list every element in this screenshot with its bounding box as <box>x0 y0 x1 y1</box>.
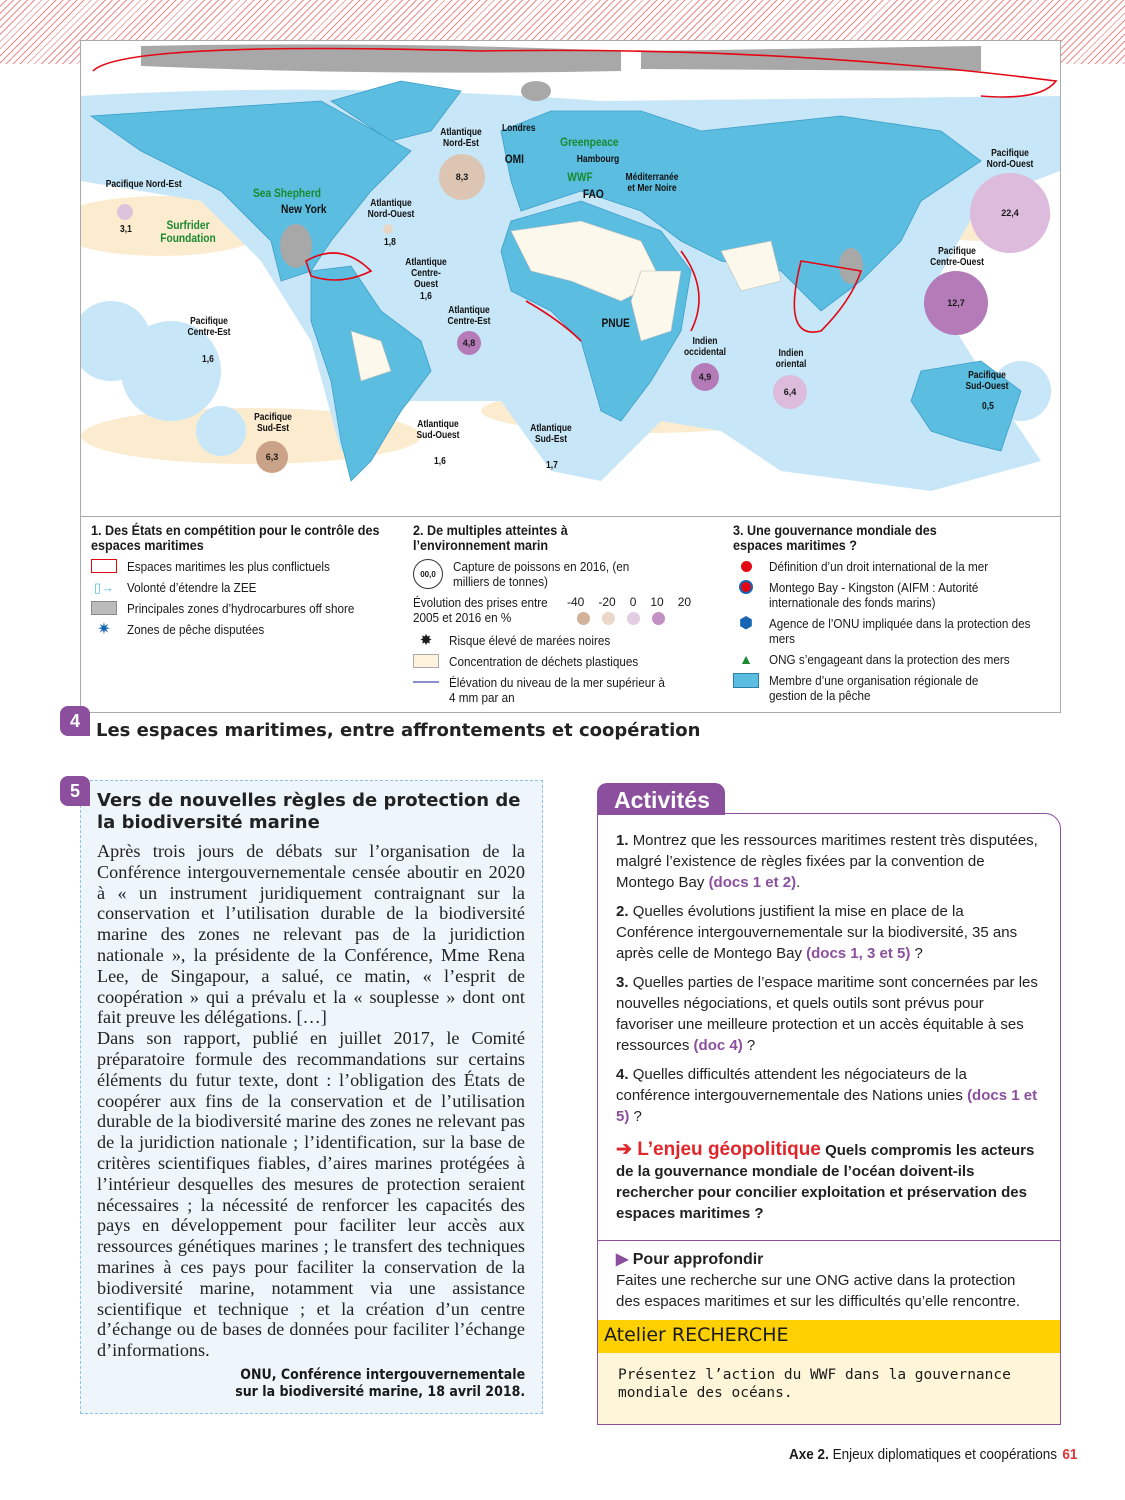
legend-title-3: 3. Une gouvernance mondiale des espaces maritimes ? <box>733 522 937 553</box>
label-atl-co: Atlantique Centre-Ouest <box>405 257 447 290</box>
label-ind-occ: Indien occidental <box>683 336 727 358</box>
bubble-ind-occ <box>691 363 719 391</box>
value-pac-so: 0,5 <box>982 401 994 412</box>
map-legend <box>81 516 1060 713</box>
evolution-scale <box>577 612 665 625</box>
source-line: ONU, Conférence intergouvernementale <box>240 1366 526 1383</box>
legend-col-2 <box>413 523 699 711</box>
label-pac-co: Pacifique Centre-Ouest <box>930 246 984 268</box>
questions-list <box>598 814 1060 1240</box>
question-2: 2. Quelles évolutions justifient la mise en place de la Conférence intergouvernementale sur la biodiversité, 35 ans après celle de Montego Bay (docs 1, 3 et 5) ? <box>616 903 1018 962</box>
red-dot-icon <box>741 561 752 572</box>
footer-title: Enjeux diplomatiques et coopérations <box>832 1446 1057 1463</box>
bubble-pac-no <box>970 173 1050 253</box>
label-greenpeace: Greenpeace <box>560 135 619 149</box>
bubble-atl-ne <box>439 154 485 200</box>
label-atl-se: Atlantique Sud-Est <box>530 423 572 445</box>
legend-title-1: 1. Des États en compétition pour le contrôle des espaces maritimes <box>91 522 380 553</box>
bubble-pac-se <box>256 441 288 473</box>
map-caption: Les espaces maritimes, entre affrontements et coopération <box>96 720 701 741</box>
label-wwf: WWF <box>567 170 593 184</box>
triangle-icon: ▲ <box>739 650 753 667</box>
label-pac-ce: Pacifique Centre-Est <box>187 316 231 338</box>
paragraph: Dans son rapport, publié en juillet 2017, le Comité préparatoire formule des recommandations sur certains éléments du futur texte, dont : l’obligation des États de coopérer aux fins de la conservation et de l’utilisation durable de la biodiversité marine des zones ne relevant pas de la juridiction nationale ; l’identification, sur la base de critères scientifiques fiables, d’aires marines protégées à l’intérieur desquelles des mesures de protection seraient nécessaires ; la nécessité de renforcer les capacités des pays en développement pour faciliter leur accès aux ressources génétiques marines ; le transfert des techniques marines à ces pays pour faciliter la conservation de la biodiversité marine, notamment via une assistance scientifique et technique ; et la création d’un centre d’échange ou de bases de données pour faciliter l’échange d’informations. <box>97 1028 525 1361</box>
value-atl-co: 1,6 <box>420 291 432 302</box>
page-footer <box>789 1446 1077 1463</box>
label-atl-no: Atlantique Nord-Ouest <box>367 198 415 220</box>
star-burst-icon: ✷ <box>97 620 111 638</box>
hexagon-icon: ⬢ <box>739 614 753 632</box>
doc5-source <box>235 1367 525 1401</box>
enjeu-geopolitique <box>616 1139 1041 1224</box>
legend-item: Capture de poissons en 2016, (en milliers de tonnes) <box>453 559 630 589</box>
legend-item: Membre d’une organisation régionale de gestion de la pêche <box>769 673 979 703</box>
value: 4,8 <box>462 338 476 348</box>
sea-level-line <box>413 681 439 683</box>
legend-item: Élévation du niveau de la mer supérieur à 4 mm par an <box>449 675 665 705</box>
footer-axe: Axe 2. <box>788 1446 829 1463</box>
legend-item: Espaces maritimes les plus conflictuels <box>127 559 330 574</box>
montego-icon <box>739 580 753 594</box>
doc-number-badge: 5 <box>60 776 90 806</box>
bubble-pac-co <box>924 271 988 335</box>
hydrocarbon-swatch <box>91 601 117 615</box>
label-pnue: PNUE <box>601 316 630 330</box>
legend-item: Montego Bay - Kingston (AIFM : Autorité internationale des fonds marins) <box>769 580 979 610</box>
legend-item: Concentration de déchets plastiques <box>449 654 639 669</box>
bubble-atl-no <box>383 224 393 234</box>
arrow-right-icon: ▯→ <box>93 579 115 595</box>
scale-tick: 20 <box>677 595 692 609</box>
member-swatch <box>733 673 759 688</box>
doc-number-badge: 4 <box>60 706 90 736</box>
label-sea-shepherd: Sea Shepherd <box>253 186 322 200</box>
activities-box <box>597 813 1061 1425</box>
label-pac-se: Pacifique Sud-Est <box>254 412 292 434</box>
play-icon: ▶ <box>616 1251 633 1268</box>
value: 8,3 <box>455 172 469 182</box>
map-figure <box>80 40 1061 713</box>
activities-tab: Activités <box>597 783 725 815</box>
legend-item: Définition d’un droit international de la mer <box>769 559 989 574</box>
scale-tick: 10 <box>650 595 664 609</box>
paragraph: Après trois jours de débats sur l’organisation de la Conférence intergouvernementale censée aboutir en 2020 à « un instrument juridiquement contraignant sur la conservation et l’utilisation durable de la biodiversité marine des zones ne relevant pas de la juridiction nationale », la présidente de la Conférence, Mme Rena Lee, de Singapour, a salué, ce matin, « l’esprit de coopération » qui a prévalu et la « souplesse » dont ont fait preuve les délégations. […] <box>97 841 525 1028</box>
legend-col-1 <box>91 523 421 643</box>
question-1: 1. Montrez que les ressources maritimes restent très disputées, malgré l’existence de règles fixées par la convention de Montego Bay (docs 1 et 2). <box>616 832 1038 891</box>
label-pac-so: Pacifique Sud-Ouest <box>965 370 1009 392</box>
plastic-swatch <box>413 654 439 668</box>
bubble-pac-ne <box>117 204 133 220</box>
question-3: 3. Quelles parties de l’espace maritime sont concernées par les nouvelles négociations, et quels outils sont prévus pour favoriser une meilleure protection et un accès équitable à ses ressources (doc 4) ? <box>616 974 1038 1054</box>
value: 12,7 <box>947 298 965 308</box>
legend-item: Principales zones d’hydrocarbures off shore <box>127 601 355 616</box>
value-atl-no: 1,8 <box>384 237 396 248</box>
world-map <box>81 41 1060 516</box>
scale-tick: 0 <box>629 595 637 609</box>
approfondir-text: Faites une recherche sur une ONG active dans la protection des espaces maritimes et sur les difficultés qu’elle rencontre. <box>616 1272 1021 1310</box>
enjeu-label: L’enjeu géopolitique <box>637 1139 821 1160</box>
question-4: 4. Quelles difficultés attendent les négociateurs de la conférence intergouvernementale des Nations unies (docs 1 et 5) ? <box>616 1066 1038 1125</box>
label-atl-ce: Atlantique Centre-Est <box>447 305 491 327</box>
bubble-atl-ce <box>457 331 481 355</box>
label-pac-no: Pacifique Nord-Ouest <box>986 148 1034 170</box>
doc5-body <box>97 841 525 1361</box>
label-surfrider: Surfrider Foundation <box>160 218 216 245</box>
label-new-york: New York <box>281 202 327 216</box>
doc5-title: Vers de nouvelles règles de protection de la biodiversité marine <box>97 790 521 833</box>
label-fao: FAO <box>582 187 604 201</box>
document-5 <box>80 780 543 1414</box>
approfondir-title: Pour approfondir <box>632 1251 764 1268</box>
approfondir <box>598 1241 1060 1320</box>
label-ind-or: Indien oriental <box>775 348 807 370</box>
value: 22,4 <box>1001 208 1019 218</box>
legend-item: ONG s’engageant dans la protection des mers <box>769 652 1010 667</box>
legend-item: Zones de pêche disputées <box>127 622 265 637</box>
label-atl-ne: Atlantique Nord-Est <box>440 127 482 149</box>
value-pac-ne: 3,1 <box>120 224 132 235</box>
label-londres: Londres <box>501 123 536 134</box>
source-line: sur la biodiversité marine, 18 avril 2018. <box>235 1383 525 1400</box>
bubble-sample: 00,0 <box>413 559 443 589</box>
value: 6,4 <box>783 387 797 397</box>
atelier-title: Atelier RECHERCHE <box>598 1320 1060 1353</box>
legend-col-3 <box>733 523 1069 709</box>
scale-tick: -40 <box>567 595 585 609</box>
label-hambourg: Hambourg <box>576 154 620 165</box>
enjeu-text: Quels compromis les acteurs de la gouvernance mondiale de l’océan doivent-ils rechercher pour concilier exploitation et préservation des espaces maritimes ? <box>616 1142 1035 1222</box>
value: 4,9 <box>698 372 712 382</box>
oil-spill-icon: ✸ <box>419 631 433 649</box>
page-number: 61 <box>1061 1446 1077 1463</box>
legend-item: Volonté d’étendre la ZEE <box>127 580 257 595</box>
arrow-right-icon: ➔ <box>616 1139 638 1160</box>
bubble-ind-or <box>773 375 807 409</box>
value-atl-se: 1,7 <box>546 460 558 471</box>
value-atl-so: 1,6 <box>434 456 446 467</box>
label-omi: OMI <box>504 152 524 166</box>
conflict-swatch <box>91 559 117 573</box>
legend-item: Risque élevé de marées noires <box>449 633 611 648</box>
label-atl-so: Atlantique Sud-Ouest <box>416 419 460 441</box>
label-pac-ne: Pacifique Nord-Est <box>105 179 182 190</box>
scale-tick: -20 <box>598 595 616 609</box>
legend-item: Agence de l’ONU impliquée dans la protection des mers <box>769 616 1031 646</box>
legend-item: Évolution des prises entre 2005 et 2016 en % <box>413 595 548 625</box>
legend-title-2: 2. De multiples atteintes à l’environnement marin <box>413 522 568 553</box>
label-med: Méditerranée et Mer Noire <box>625 172 679 194</box>
value-pac-ce: 1,6 <box>202 354 214 365</box>
atelier-text: Présentez l’action du WWF dans la gouvernance mondiale des océans. <box>598 1353 1060 1424</box>
value: 6,3 <box>265 452 279 462</box>
